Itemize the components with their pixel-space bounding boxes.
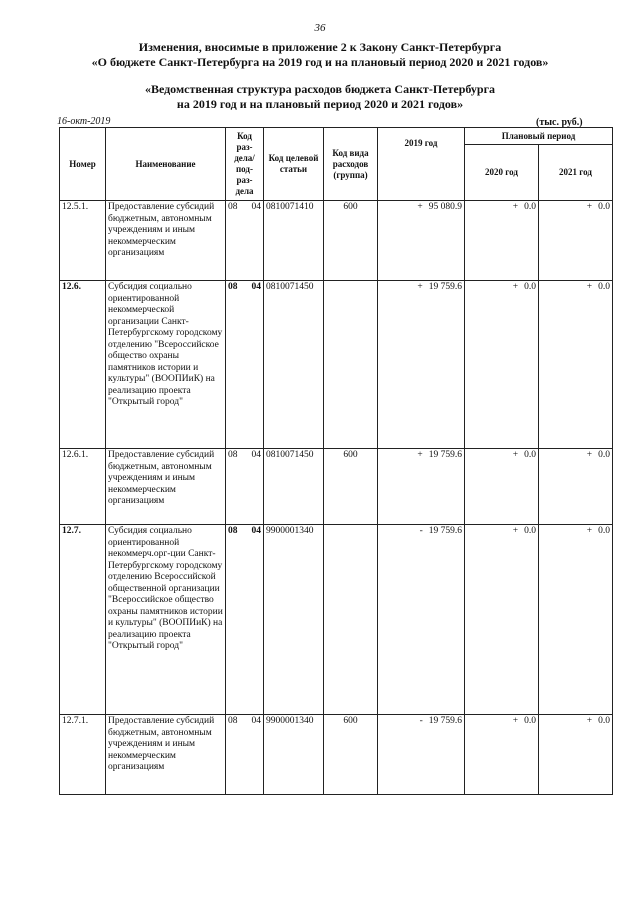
row-expense-code [324, 281, 378, 449]
row-amount-2021: + 0.0 [539, 201, 613, 281]
row-amount-2020: + 0.0 [465, 281, 539, 449]
header-year-2020: 2020 год [465, 145, 539, 201]
row-amount-2019: + 19 759.6 [378, 281, 465, 449]
table-row [60, 449, 613, 525]
row-expense-code: 600 [324, 201, 378, 281]
row-section-code: 08 04 [226, 201, 264, 281]
header-code-expense: Код вида расходов (группа) [324, 128, 378, 201]
row-target-code: 9900001340 [264, 715, 324, 795]
row-expense-code: 600 [324, 449, 378, 525]
row-amount-2021: + 0.0 [539, 449, 613, 525]
row-name: Предоставление субсидий бюджетным, автономным учреждениям и иным некоммерческим организациям [106, 201, 226, 281]
row-expense-code [324, 525, 378, 715]
row-name: Предоставление субсидий бюджетным, автономным учреждениям и иным некоммерческим организациям [106, 449, 226, 525]
row-amount-2021: + 0.0 [539, 281, 613, 449]
table-row [60, 715, 613, 795]
row-name: Субсидия социально ориентированной некоммерч.орг-ции Санкт-Петербургскому городскому отделению Всероссийской общественной организации "Всероссийское общество охраны памятников истории и культуры" (ВООПИиК) на реализацию проекта "Открытый город" [106, 525, 226, 715]
header-name: Наименование [106, 128, 226, 201]
row-target-code: 9900001340 [264, 525, 324, 715]
row-amount-2021: + 0.0 [539, 525, 613, 715]
row-amount-2020: + 0.0 [465, 715, 539, 795]
annex-title-line2: на 2019 год и на плановый период 2020 и 2021 годов» [176, 97, 464, 111]
table-row [60, 201, 613, 281]
header-year-2021: 2021 год [539, 145, 613, 201]
table-row [60, 281, 613, 449]
row-section-code: 08 04 [226, 525, 264, 715]
row-name: Предоставление субсидий бюджетным, автономным учреждениям и иным некоммерческим организациям [106, 715, 226, 795]
budget-table [59, 127, 613, 795]
law-title [0, 40, 640, 70]
row-name: Субсидия социально ориентированной некоммерческой организации Санкт-Петербургскому городскому отделению "Всероссийское общество охраны памятников истории и культуры" (ВООПИиК) на реализацию проекта "Открытый город" [106, 281, 226, 449]
row-number: 12.7. [60, 525, 106, 715]
row-amount-2020: + 0.0 [465, 525, 539, 715]
row-number: 12.5.1. [60, 201, 106, 281]
row-number: 12.7.1. [60, 715, 106, 795]
row-amount-2019: + 19 759.6 [378, 449, 465, 525]
header-number: Номер [60, 128, 106, 201]
header-code-target: Код целевой статьи [264, 128, 324, 201]
document-date: 16-окт-2019 [57, 116, 111, 127]
header-code-section: Код раз-дела/ под-раз-дела [226, 128, 264, 201]
units-label: (тыс. руб.) [536, 117, 583, 128]
row-amount-2019: - 19 759.6 [378, 525, 465, 715]
row-target-code: 0810071450 [264, 281, 324, 449]
law-title-line2: «О бюджете Санкт-Петербурга на 2019 год и на плановый период 2020 и 2021 годов» [91, 55, 549, 69]
row-target-code: 0810071450 [264, 449, 324, 525]
row-amount-2021: + 0.0 [539, 715, 613, 795]
law-title-line1: Изменения, вносимые в приложение 2 к Закону Санкт-Петербурга [138, 40, 502, 54]
header-plan-period: Плановый период [465, 128, 613, 145]
table-row [60, 525, 613, 715]
row-section-code: 08 04 [226, 715, 264, 795]
row-amount-2020: + 0.0 [465, 201, 539, 281]
row-target-code: 0810071410 [264, 201, 324, 281]
annex-title-line1: «Ведомственная структура расходов бюджета Санкт-Петербурга [144, 82, 496, 96]
row-amount-2020: + 0.0 [465, 449, 539, 525]
annex-title [0, 82, 640, 112]
row-amount-2019: - 19 759.6 [378, 715, 465, 795]
row-number: 12.6. [60, 281, 106, 449]
row-amount-2019: + 95 080.9 [378, 201, 465, 281]
row-expense-code: 600 [324, 715, 378, 795]
header-year-2019: 2019 год [378, 128, 465, 201]
row-section-code: 08 04 [226, 449, 264, 525]
page-number: 36 [314, 22, 326, 34]
row-section-code: 08 04 [226, 281, 264, 449]
row-number: 12.6.1. [60, 449, 106, 525]
